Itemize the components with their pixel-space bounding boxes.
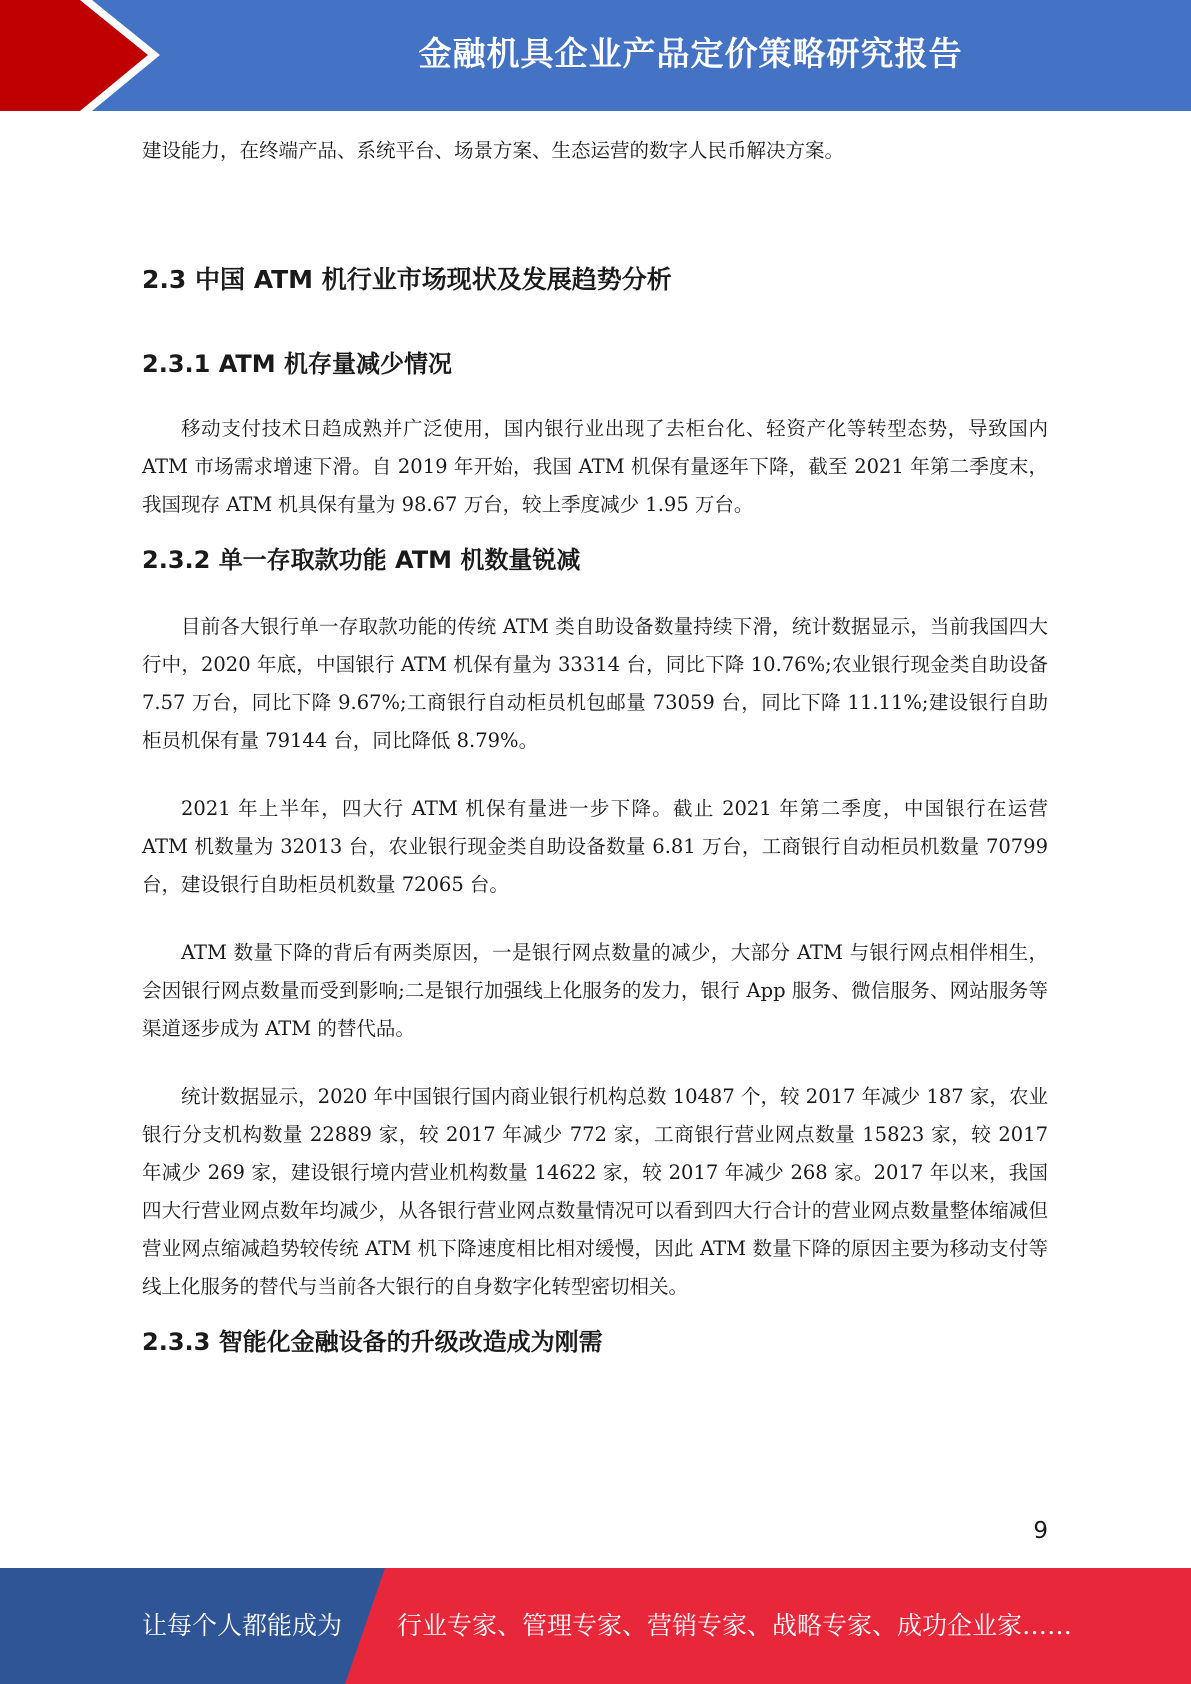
page-header	[0, 0, 1191, 111]
paragraph-decline-reasons: ATM 数量下降的背后有两类原因，一是银行网点数量的减少，大部分 ATM 与银行网点相伴相生，会因银行网点数量而受到影响;二是银行加强线上化服务的发力，银行 App 服务、微信服务、网站服务等渠道逐步成为 ATM 的替代品。	[142, 941, 1048, 1040]
section-heading-2-3-1: 2.3.1 ATM 机存量减少情况	[142, 350, 453, 378]
header-red-chevron	[0, 0, 160, 111]
paragraph-intro: 建设能力，在终端产品、系统平台、场景方案、生态运营的数字人民币解决方案。	[142, 139, 845, 162]
paragraph-atm-stock: 移动支付技术日趋成熟并广泛使用，国内银行业出现了去柜台化、轻资产化等转型态势，导致国内 ATM 市场需求增速下滑。自 2019 年开始，我国 ATM 机保有量逐年下降，截至 2021 年第二季度末，我国现存 ATM 机具保有量为 98.67 万台，较上季度减少 1.95 万台。	[142, 417, 1048, 516]
paragraph-big-four-2021: 2021 年上半年，四大行 ATM 机保有量进一步下降。截止 2021 年第二季度，中国银行在运营 ATM 机数量为 32013 台，农业银行现金类自助设备数量 6.81 万台，工商银行自动柜员机数量 70799 台，建设银行自助柜员机数量 72065 台。	[142, 797, 1048, 896]
paragraph-branch-statistics: 统计数据显示，2020 年中国银行国内商业银行机构总数 10487 个，较 2017 年减少 187 家，农业银行分支机构数量 22889 家，较 2017 年减少 772 家，工商银行营业网点数量 15823 家，较 2017 年减少 269 家，建设银行境内营业机构数量 14622 家，较 2017 年减少 268 家。2017 年以来，我国四大行营业网点数年均减少，从各银行营业网点数量情况可以看到四大行合计的营业网点数量整体缩减但营业网点缩减趋势较传统 ATM 机下降速度相比相对缓慢，因此 ATM 数量下降的原因主要为移动支付等线上化服务的替代与当前各大银行的自身数字化转型密切相关。	[142, 1085, 1048, 1298]
page-number: 9	[1033, 1518, 1048, 1544]
footer-slogan-left: 让每个人都能成为	[142, 1611, 343, 1640]
paragraph-big-four-2020: 目前各大银行单一存取款功能的传统 ATM 类自助设备数量持续下滑，统计数据显示，当前我国四大行中，2020 年底，中国银行 ATM 机保有量为 33314 台，同比下降 10.76%;农业银行现金类自助设备 7.57 万台，同比下降 9.67%;工商银行自动柜员机包邮量 73059 台，同比下降 11.11%;建设银行自助柜员机保有量 79144 台，同比降低 8.79%。	[142, 615, 1048, 752]
section-heading-2-3-3: 2.3.3 智能化金融设备的升级改造成为刚需	[142, 1328, 603, 1356]
page-footer	[0, 1568, 1191, 1684]
page-content	[142, 132, 1048, 1360]
report-title: 金融机具企业产品定价策略研究报告	[418, 34, 963, 73]
footer-slogan-right: 行业专家、管理专家、营销专家、战略专家、成功企业家……	[397, 1611, 1073, 1640]
section-heading-2-3: 2.3 中国 ATM 机行业市场现状及发展趋势分析	[142, 265, 672, 294]
section-heading-2-3-2: 2.3.2 单一存取款功能 ATM 机数量锐减	[142, 546, 581, 574]
